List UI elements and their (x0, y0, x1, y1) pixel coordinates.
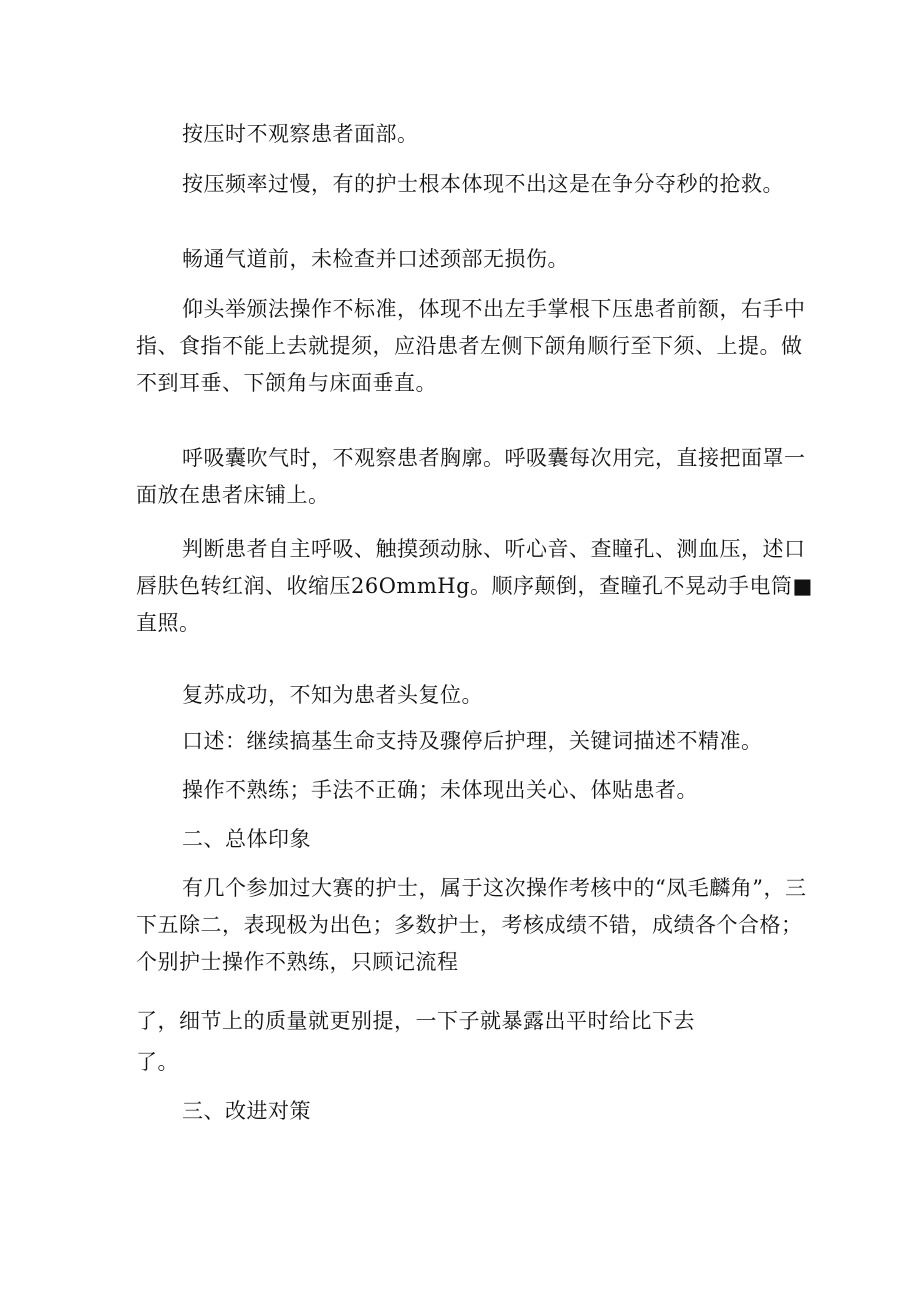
paragraph-airway-check: 畅通气道前，未检查并口述颈部无损伤。 (182, 247, 569, 271)
paragraph-overall-impression: 有几个参加过大赛的护士，属于这次操作考核中的“凤毛麟角”，三下五除二，表现极为出色；多数护士，考核成绩不错，成绩各个合格；个别护士操作不熟练，只顾记流程 (136, 876, 807, 974)
paragraph-head-tilt-technique: 仰头举颁法操作不标准，体现不出左手掌根下压患者前额，右手中指、食指不能上去就提须，应沿患者左侧下颌角顺行至下须、上提。做不到耳垂、下颌角与床面垂直。 (136, 297, 806, 395)
paragraph-operation-skill: 操作不熟练；手法不正确；未体现出关心、体贴患者。 (182, 778, 698, 802)
paragraph-assessment-order: 判断患者自主呼吸、触摸颈动脉、听心音、查瞳孔、测血压，述口唇肤色转红润、收缩压26OmmHg。顺序颠倒，查瞳孔不晃动手电筒■直照。 (136, 537, 813, 635)
paragraph-overall-impression-end: 了。 (136, 1050, 179, 1074)
paragraph-compression-rate: 按压频率过慢，有的护士根本体现不出这是在争分夺秒的抢救。 (182, 172, 784, 196)
section-heading-overall-impression: 二、总体印象 (182, 827, 311, 851)
paragraph-no-face-observation: 按压时不观察患者面部。 (182, 122, 419, 146)
paragraph-breathing-bag: 呼吸囊吹气时，不观察患者胸廓。呼吸囊每次用完，直接把面罩一面放在患者床铺上。 (136, 446, 806, 507)
section-heading-improvement-measures: 三、改进对策 (182, 1099, 311, 1123)
paragraph-head-reposition: 复苏成功，不知为患者头复位。 (182, 683, 483, 707)
paragraph-overall-impression-continued: 了，细节上的质量就更别提，一下子就暴露出平时给比下去 (136, 1009, 695, 1033)
paragraph-oral-statement: 口述：继续搞基生命支持及骤停后护理，关键词描述不精准。 (182, 729, 763, 753)
